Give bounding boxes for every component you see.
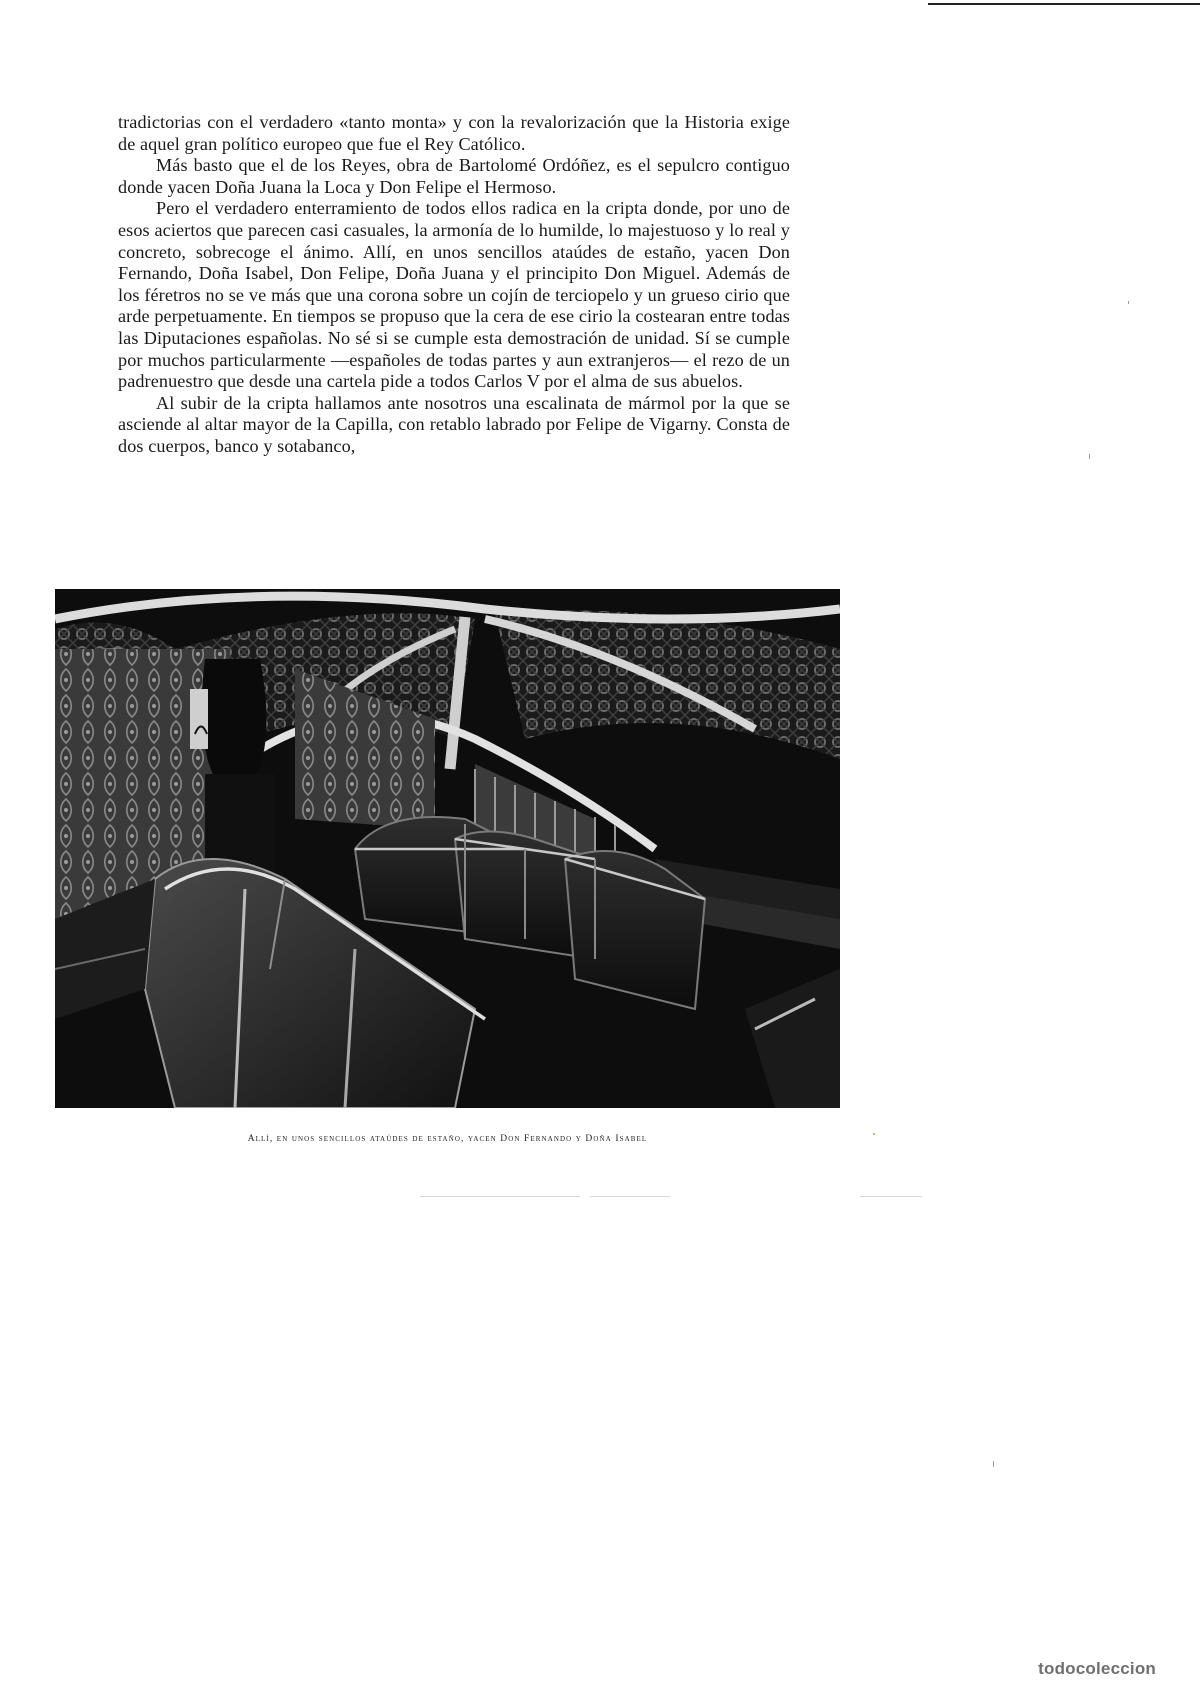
article-text [118,112,790,458]
photo-caption: Allí, en unos sencillos ataúdes de estaño, yacen Don Fernando y Doña Isabel [247,1134,648,1144]
scan-speck [873,1133,875,1135]
paragraph-cripta: Pero el verdadero enterramiento de todos ellos radica en la cripta donde, por uno de esos aciertos que parecen casi casuales, la armonía de lo humilde, lo majestuoso y lo real y concreto, sobrecoge el ánimo. Allí, en unos sencillos ataúdes de estaño, yacen Don Fernando, Doña Isabel, Don Felipe, Doña Juana y el principito Don Miguel. Además de los féretros no se ve más que una corona sobre un cojín de terciopelo y un grueso cirio que arde perpetuamente. En tiempos se propuso que la cera de ese cirio la costearan entre todas las Diputaciones españolas. No sé si se cumple esta demostración de unidad. Sí se cumple por muchos particularmente —españoles de todas partes y aun extranjeros— el rezo de un padrenuestro que desde una cartela pide a todos Carlos V por el alma de sus abuelos. [118,198,790,392]
scan-speck [1128,301,1129,304]
scan-speck [1089,454,1090,459]
scan-speck [993,1461,994,1467]
paragraph-continuation: tradictorias con el verdadero «tanto monta» y con la revalorización que la Historia exige de aquel gran político europeo que fue el Rey Católico. [118,112,790,154]
paragraph-escalinata: Al subir de la cripta hallamos ante nosotros una escalinata de mármol por la que se asciende al altar mayor de la Capilla, con retablo labrado por Felipe de Vigarny. Consta de dos cuerpos, banco y sotabanco, [118,392,790,456]
faint-rule [590,1196,670,1197]
top-edge-rule [928,3,1200,5]
faint-rule [420,1196,580,1197]
crypt-photo-illustration [55,589,840,1108]
faint-rule [860,1196,922,1197]
watermark-logo: todocoleccion [1038,1659,1156,1678]
paragraph-sepulcro: Más basto que el de los Reyes, obra de Bartolomé Ordóñez, es el sepulcro contiguo donde yacen Doña Juana la Loca y Don Felipe el Hermoso. [118,155,790,197]
crypt-photograph [55,589,840,1108]
